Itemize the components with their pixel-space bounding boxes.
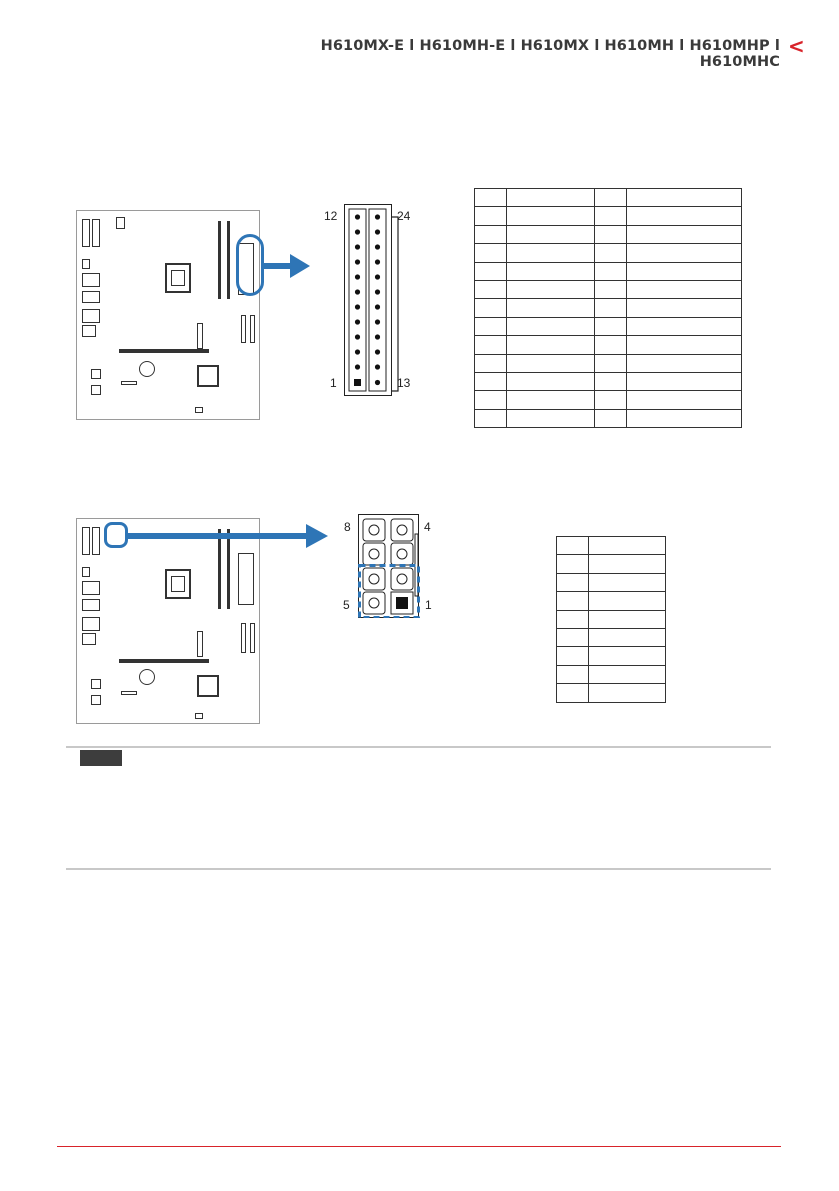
table-row [475, 244, 742, 262]
atx8-pin-table [556, 536, 666, 703]
atx24-pin-24-label: 24 [397, 209, 411, 223]
table-row [475, 280, 742, 298]
footer-rule [57, 1146, 781, 1147]
table-row [475, 299, 742, 317]
atx24-pin-table [474, 188, 742, 428]
table-row [557, 665, 666, 683]
atx8-pin-8-label: 8 [344, 520, 351, 534]
atx24-latch-bracket [392, 216, 406, 392]
atx8-pin-4-label: 4 [424, 520, 431, 534]
table-row [475, 317, 742, 335]
motherboard-diagram-bottom [76, 518, 260, 724]
table-row [557, 610, 666, 628]
atx24-pin-1-label: 1 [330, 376, 337, 390]
atx24-pin-12-label: 12 [324, 209, 338, 223]
note-tag-badge [80, 750, 122, 766]
table-row [475, 336, 742, 354]
atx8-highlight-ring [104, 522, 128, 548]
back-arrow-icon[interactable]: < [788, 34, 805, 58]
atx8-connector [358, 514, 420, 618]
table-row [475, 391, 742, 409]
note-bottom-divider [66, 868, 771, 870]
atx24-connector [344, 204, 392, 396]
atx8-pin-1-label: 1 [425, 598, 432, 612]
arrow-right-icon [128, 524, 328, 548]
table-row [475, 262, 742, 280]
model-list-title: H610MX-E l H610MH-E l H610MX l H610MH l H610MHP l H610MHC [320, 38, 780, 70]
table-row [475, 189, 742, 207]
table-row [557, 592, 666, 610]
table-row [475, 354, 742, 372]
atx24-highlight-ring [236, 234, 264, 296]
motherboard-diagram-top [76, 210, 260, 420]
table-row [475, 409, 742, 427]
table-row [475, 207, 742, 225]
note-top-divider [66, 746, 771, 748]
table-row [557, 647, 666, 665]
table-row [557, 628, 666, 646]
atx24-pin-13-label: 13 [397, 376, 411, 390]
table-row [557, 684, 666, 702]
table-row [475, 372, 742, 390]
table-row [557, 573, 666, 591]
atx8-pin-5-label: 5 [343, 598, 350, 612]
table-row [475, 225, 742, 243]
table-row [557, 555, 666, 573]
arrow-right-icon [264, 254, 310, 278]
table-row [557, 537, 666, 555]
